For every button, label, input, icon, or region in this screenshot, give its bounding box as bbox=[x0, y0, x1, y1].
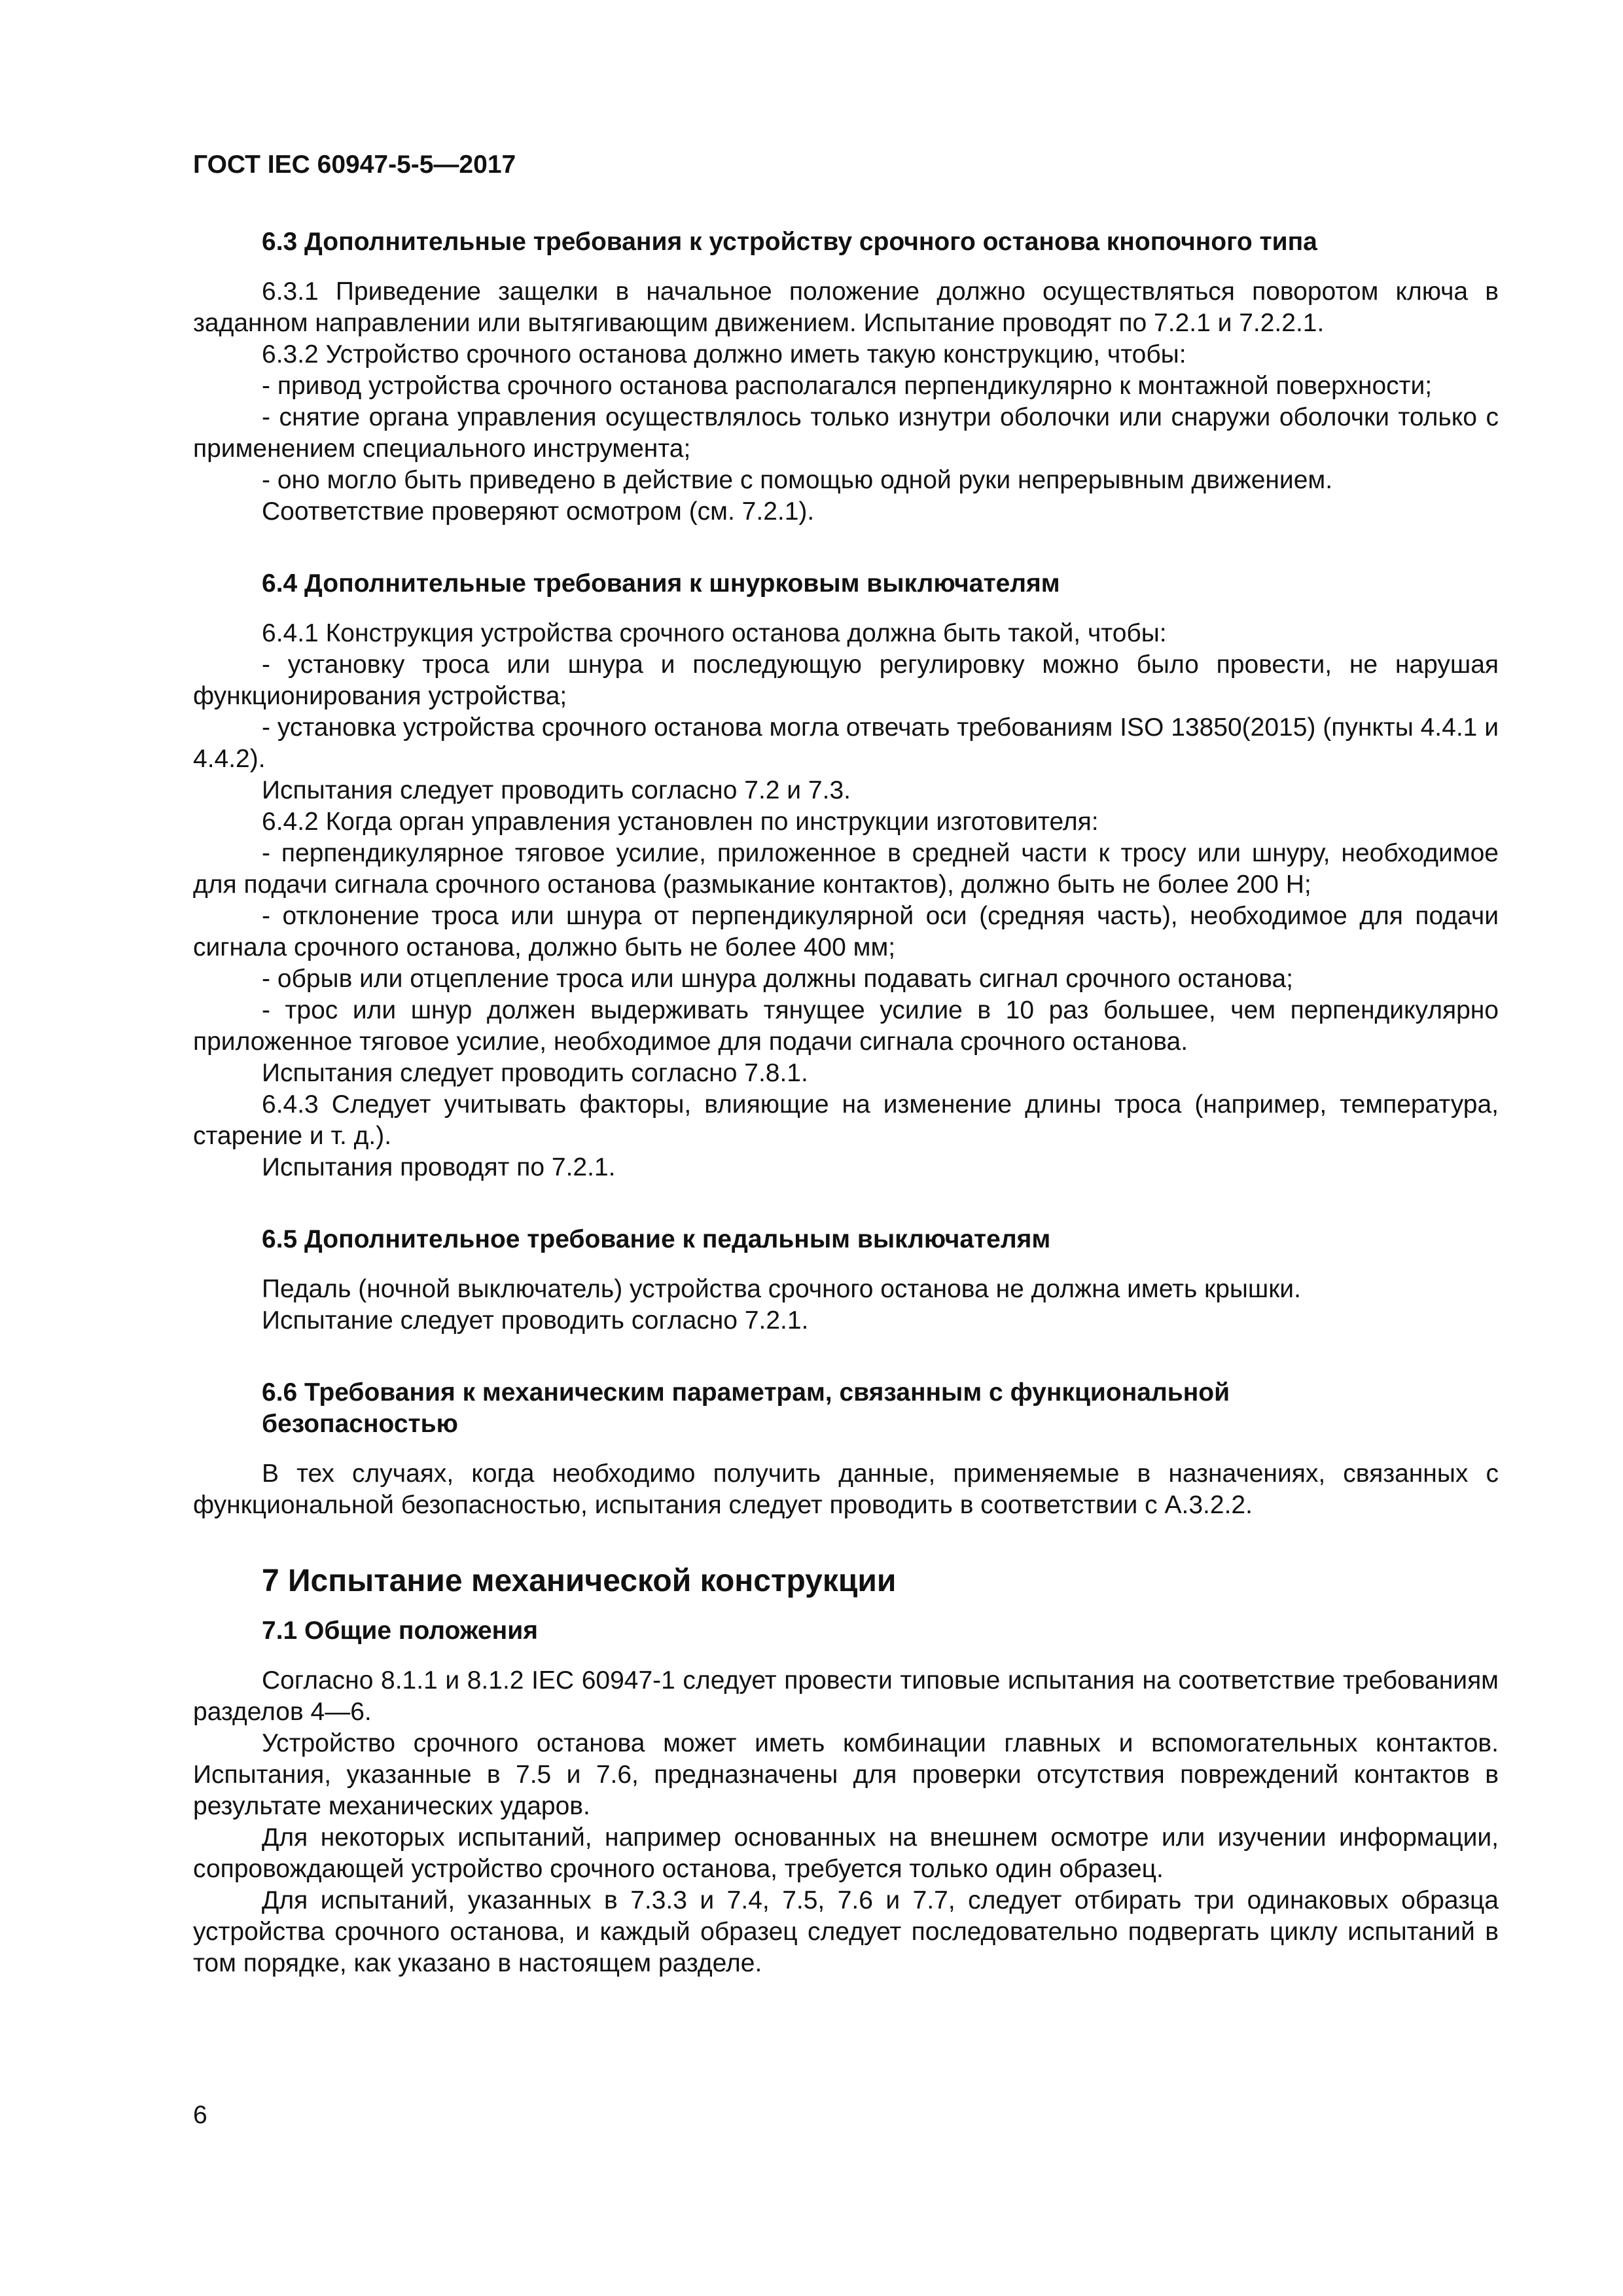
paragraph: Испытания следует проводить согласно 7.2 и 7.3. bbox=[262, 776, 851, 804]
section-6-3 bbox=[193, 226, 1499, 528]
paragraph: 6.4.3 Следует учитывать факторы, влияющие на изменение длины троса (например, температура, старение и т. д.). bbox=[193, 1090, 1499, 1150]
document-code-header: ГОСТ IEC 60947-5-5—2017 bbox=[193, 151, 516, 179]
paragraph: 6.4.2 Когда орган управления установлен по инструкции изготовителя: bbox=[262, 808, 1099, 836]
list-item: - установка устройства срочного останова могла отвечать требованиям ISO 13850(2015) (пункты 4.4.1 и 4.4.2). bbox=[193, 713, 1499, 773]
section-heading-line: 6.6 Требования к механическим параметрам, связанным с функциональной bbox=[262, 1378, 1230, 1407]
list-item: - обрыв или отцепление троса или шнура должны подавать сигнал срочного останова; bbox=[262, 965, 1294, 993]
list-item: - трос или шнур должен выдерживать тянущее усилие в 10 раз большее, чем перпендикулярно приложенное тяговое усилие, необходимое для подачи сигнала срочного останова. bbox=[193, 996, 1499, 1056]
list-item: - привод устройства срочного останова располагался перпендикулярно к монтажной поверхности; bbox=[262, 372, 1433, 400]
section-6-5 bbox=[193, 1224, 1499, 1336]
section-heading: 6.4 Дополнительные требования к шнурковым выключателям bbox=[262, 569, 1060, 598]
section-heading: 6.5 Дополнительное требование к педальным выключателям bbox=[262, 1225, 1051, 1253]
paragraph: Испытания следует проводить согласно 7.8.1. bbox=[262, 1059, 808, 1087]
paragraph: Для испытаний, указанных в 7.3.3 и 7.4, 7.5, 7.6 и 7.7, следует отбирать три одинаковых образца устройства срочного останова, и каждый образец следует последовательно подвергать циклу испытаний в том порядке, как указано в настоящем разделе. bbox=[193, 1886, 1499, 1977]
paragraph: Соответствие проверяют осмотром (см. 7.2.1). bbox=[262, 497, 815, 526]
section-7 bbox=[193, 1562, 1499, 1979]
section-6-4 bbox=[193, 568, 1499, 1183]
section-heading: 7.1 Общие положения bbox=[262, 1617, 538, 1645]
list-item: - перпендикулярное тяговое усилие, приложенное в средней части к тросу или шнуру, необходимое для подачи сигнала срочного останова (размыкание контактов), должно быть не более 200 Н; bbox=[193, 839, 1499, 899]
paragraph: Педаль (ночной выключатель) устройства срочного останова не должна иметь крышки. bbox=[262, 1275, 1301, 1303]
list-item: - снятие органа управления осуществлялось только изнутри оболочки или снаружи оболочки только с применением специального инструмента; bbox=[193, 403, 1499, 463]
paragraph: 6.3.2 Устройство срочного останова должно иметь такую конструкцию, чтобы: bbox=[262, 340, 1186, 368]
paragraph: Испытания проводят по 7.2.1. bbox=[262, 1153, 616, 1181]
paragraph: Согласно 8.1.1 и 8.1.2 IEC 60947-1 следует провести типовые испытания на соответствие требованиям разделов 4—6. bbox=[193, 1666, 1499, 1726]
paragraph: Испытание следует проводить согласно 7.2.1. bbox=[262, 1306, 809, 1335]
page-number: 6 bbox=[193, 2101, 207, 2129]
list-item: - отклонение троса или шнура от перпендикулярной оси (средняя часть), необходимое для подачи сигнала срочного останова, должно быть не более 400 мм; bbox=[193, 902, 1499, 961]
paragraph: В тех случаях, когда необходимо получить данные, применяемые в назначениях, связанных с функциональной безопасностью, испытания следует проводить в соответствии с А.3.2.2. bbox=[193, 1460, 1499, 1519]
section-6-6 bbox=[193, 1377, 1499, 1521]
list-item: - оно могло быть приведено в действие с помощью одной руки непрерывным движением. bbox=[262, 466, 1333, 494]
paragraph: 6.3.1 Приведение защелки в начальное положение должно осуществляться поворотом ключа в заданном направлении или вытягивающим движением. Испытание проводят по 7.2.1 и 7.2.2.1. bbox=[193, 278, 1499, 337]
chapter-heading: 7 Испытание механической конструкции bbox=[262, 1564, 897, 1598]
section-heading-line: безопасностью bbox=[262, 1410, 458, 1438]
section-heading: 6.3 Дополнительные требования к устройству срочного останова кнопочного типа bbox=[262, 228, 1317, 256]
section-heading bbox=[193, 1377, 1499, 1440]
list-item: - установку троса или шнура и последующую регулировку можно было провести, не нарушая функционирования устройства; bbox=[193, 651, 1499, 710]
paragraph: Для некоторых испытаний, например основанных на внешнем осмотре или изучении информации, сопровождающей устройство срочного останова, требуется только один образец. bbox=[193, 1823, 1499, 1883]
paragraph: Устройство срочного останова может иметь комбинации главных и вспомогательных контактов. Испытания, указанные в 7.5 и 7.6, предназначены для проверки отсутствия повреждений контактов в результате механических ударов. bbox=[193, 1729, 1499, 1820]
paragraph: 6.4.1 Конструкция устройства срочного останова должна быть такой, чтобы: bbox=[262, 619, 1167, 647]
document-page bbox=[193, 149, 1499, 2020]
